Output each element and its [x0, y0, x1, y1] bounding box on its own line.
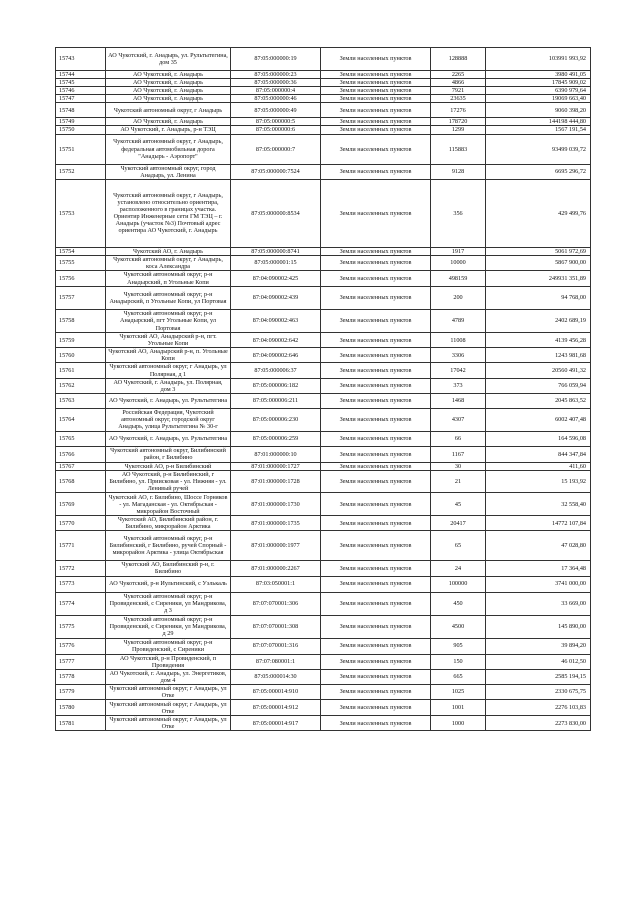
cadastral-value-cell: 47 028,80	[486, 531, 591, 561]
land-category-cell: Земли населенных пунктов	[321, 462, 431, 470]
address-cell: Чукотский автономный округ, г Анадырь, ул Отке	[106, 716, 231, 731]
land-category-cell: Земли населенных пунктов	[321, 95, 431, 103]
row-number-cell: 15773	[56, 576, 106, 592]
row-number-cell: 15774	[56, 592, 106, 615]
area-cell: 905	[431, 638, 486, 654]
area-cell: 498159	[431, 271, 486, 287]
address-cell: Чукотский автономный округ, р-н Билибинский, г Билибино, ручей Спорный - микрорайон Арктика - улица Октябрьская	[106, 531, 231, 561]
land-category-cell: Земли населенных пунктов	[321, 431, 431, 446]
area-cell: 9128	[431, 164, 486, 179]
area-cell: 45	[431, 493, 486, 516]
cadastral-value-cell: 411,60	[486, 462, 591, 470]
address-cell: Чукотский автономный округ, г Анадырь	[106, 103, 231, 118]
cadastral-number-cell: 87:05:000001:15	[231, 255, 321, 270]
row-number-cell: 15753	[56, 179, 106, 247]
area-cell: 17276	[431, 103, 486, 118]
row-number-cell: 15761	[56, 363, 106, 378]
land-category-cell: Земли населенных пунктов	[321, 87, 431, 95]
area-cell: 11008	[431, 333, 486, 348]
land-category-cell: Земли населенных пунктов	[321, 493, 431, 516]
row-number-cell: 15755	[56, 255, 106, 270]
land-category-cell: Земли населенных пунктов	[321, 103, 431, 118]
table-row	[56, 255, 591, 270]
table-row	[56, 179, 591, 247]
row-number-cell: 15765	[56, 431, 106, 446]
row-number-cell: 15772	[56, 561, 106, 576]
area-cell: 1167	[431, 446, 486, 462]
area-cell: 1001	[431, 700, 486, 716]
cadastral-value-cell: 20560 491,32	[486, 363, 591, 378]
address-cell: Чукотский автономный округ, г Анадырь, федеральная автомобильная дорога "Анадырь - Аэропорт"	[106, 134, 231, 164]
row-number-cell: 15781	[56, 716, 106, 731]
table-row	[56, 576, 591, 592]
table-row	[56, 446, 591, 462]
cadastral-value-cell: 6695 296,72	[486, 164, 591, 179]
area-cell: 7921	[431, 87, 486, 95]
address-cell: АО Чукотский, г. Анадырь, ул. Энергетиков, дом 4	[106, 669, 231, 684]
cadastral-number-cell: 87:05:000014:912	[231, 700, 321, 716]
table-row	[56, 79, 591, 87]
cadastral-value-cell: 17845 909,02	[486, 79, 591, 87]
land-category-cell: Земли населенных пунктов	[321, 348, 431, 363]
row-number-cell: 15779	[56, 684, 106, 699]
table-row	[56, 87, 591, 95]
land-category-cell: Земли населенных пунктов	[321, 255, 431, 270]
address-cell: Российская Федерация, Чукотский автономный округ, городской округ Анадырь, улица Рультытегина № 30-г	[106, 408, 231, 431]
row-number-cell: 15754	[56, 247, 106, 255]
area-cell: 1468	[431, 393, 486, 408]
address-cell: Чукотский АО, г. Анадырь	[106, 247, 231, 255]
address-cell: Чукотский автономный округ, р-н Провиденский, с Сиреники, ул Мандрикова, д 3	[106, 592, 231, 615]
cadastral-number-cell: 87:07:070001:306	[231, 592, 321, 615]
cadastral-number-cell: 87:05:000000:7	[231, 134, 321, 164]
cadastral-number-cell: 87:07:070001:308	[231, 615, 321, 638]
cadastral-number-cell: 87:05:000006:37	[231, 363, 321, 378]
cadastral-number-cell: 87:05:000000:7524	[231, 164, 321, 179]
row-number-cell: 15777	[56, 654, 106, 669]
row-number-cell: 15771	[56, 531, 106, 561]
address-cell: АО Чукотский, г. Анадырь	[106, 118, 231, 126]
table-body	[56, 48, 591, 731]
area-cell: 356	[431, 179, 486, 247]
cadastral-value-cell: 39 894,20	[486, 638, 591, 654]
row-number-cell: 15769	[56, 493, 106, 516]
address-cell: Чукотский автономный округ, р-н Провиденский, с Сиреники, ул Мандрикова, д 29	[106, 615, 231, 638]
area-cell: 1000	[431, 716, 486, 731]
table-row	[56, 348, 591, 363]
row-number-cell: 15756	[56, 271, 106, 287]
address-cell: АО Чукотский, г. Анадырь	[106, 95, 231, 103]
table-row	[56, 638, 591, 654]
table-row	[56, 393, 591, 408]
address-cell: Чукотский автономный округ, город Анадырь, ул. Ленина	[106, 164, 231, 179]
address-cell: АО Чукотский, г. Анадырь, р-н ТЭЦ	[106, 126, 231, 134]
land-category-cell: Земли населенных пунктов	[321, 333, 431, 348]
land-category-cell: Земли населенных пунктов	[321, 654, 431, 669]
row-number-cell: 15744	[56, 71, 106, 79]
table-row	[56, 592, 591, 615]
table-row	[56, 363, 591, 378]
cadastral-value-cell: 2276 103,83	[486, 700, 591, 716]
land-category-cell: Земли населенных пунктов	[321, 164, 431, 179]
cadastral-number-cell: 87:05:000006:211	[231, 393, 321, 408]
land-category-cell: Земли населенных пунктов	[321, 516, 431, 531]
cadastral-value-cell: 6002 407,48	[486, 408, 591, 431]
row-number-cell: 15759	[56, 333, 106, 348]
table-row	[56, 103, 591, 118]
area-cell: 21	[431, 470, 486, 492]
cadastral-number-cell: 87:03:050001:1	[231, 576, 321, 592]
row-number-cell: 15751	[56, 134, 106, 164]
address-cell: Чукотский АО, Анадырский р-н, пгт. Угольные Копи	[106, 333, 231, 348]
area-cell: 128888	[431, 48, 486, 71]
cadastral-number-cell: 87:05:000000:23	[231, 71, 321, 79]
address-cell: АО Чукотский, р-н Билибинский, г Билибино, ул. Приисковая - ул. Нижняя - ул. Ленивый ручей	[106, 470, 231, 492]
area-cell: 150	[431, 654, 486, 669]
row-number-cell: 15746	[56, 87, 106, 95]
address-cell: АО Чукотский, р-н Иультинский, с Уэлькаль	[106, 576, 231, 592]
cadastral-value-cell: 249931 351,89	[486, 271, 591, 287]
row-number-cell: 15745	[56, 79, 106, 87]
cadastral-number-cell: 87:01:000000:10	[231, 446, 321, 462]
row-number-cell: 15752	[56, 164, 106, 179]
cadastral-value-cell: 429 499,76	[486, 179, 591, 247]
table-row	[56, 271, 591, 287]
table-row	[56, 615, 591, 638]
row-number-cell: 15766	[56, 446, 106, 462]
land-category-cell: Земли населенных пунктов	[321, 700, 431, 716]
row-number-cell: 15770	[56, 516, 106, 531]
address-cell: Чукотский АО, г. Билибино, Шоссе Горняков - ул. Магаданская - ул. Октябрьская - микрорайон Восточный	[106, 493, 231, 516]
table-row	[56, 310, 591, 333]
cadastral-value-cell: 2585 194,15	[486, 669, 591, 684]
land-category-cell: Земли населенных пунктов	[321, 118, 431, 126]
table-row	[56, 48, 591, 71]
cadastral-number-cell: 87:01:000000:1735	[231, 516, 321, 531]
table-row	[56, 164, 591, 179]
address-cell: Чукотский автономный округ, г Анадырь, ул Полярная, д 1	[106, 363, 231, 378]
area-cell: 115883	[431, 134, 486, 164]
address-cell: АО Чукотский, г. Анадырь	[106, 71, 231, 79]
land-category-cell: Земли населенных пунктов	[321, 363, 431, 378]
area-cell: 1025	[431, 684, 486, 699]
address-cell: Чукотский АО, Анадырский р-н, п. Угольные Копи	[106, 348, 231, 363]
cadastral-value-cell: 17 364,48	[486, 561, 591, 576]
cadastral-number-cell: 87:05:000000:36	[231, 79, 321, 87]
area-cell: 65	[431, 531, 486, 561]
row-number-cell: 15776	[56, 638, 106, 654]
cadastral-number-cell: 87:05:000014:30	[231, 669, 321, 684]
land-category-cell: Земли населенных пунктов	[321, 310, 431, 333]
cadastral-value-cell: 94 768,00	[486, 287, 591, 310]
land-category-cell: Земли населенных пунктов	[321, 134, 431, 164]
address-cell: Чукотский АО, Билибинский район, г. Билибино, микрорайон Арктика	[106, 516, 231, 531]
row-number-cell: 15775	[56, 615, 106, 638]
table-row	[56, 462, 591, 470]
cadastral-number-cell: 87:05:000000:46	[231, 95, 321, 103]
cadastral-value-cell: 2045 863,52	[486, 393, 591, 408]
row-number-cell: 15747	[56, 95, 106, 103]
row-number-cell: 15758	[56, 310, 106, 333]
land-category-cell: Земли населенных пунктов	[321, 247, 431, 255]
cadastral-number-cell: 87:04:090002:425	[231, 271, 321, 287]
cadastral-number-cell: 87:04:090002:439	[231, 287, 321, 310]
table-row	[56, 95, 591, 103]
cadastral-value-cell: 14772 107,84	[486, 516, 591, 531]
cadastral-number-cell: 87:05:000000:8741	[231, 247, 321, 255]
land-category-cell: Земли населенных пунктов	[321, 408, 431, 431]
cadastral-value-cell: 144198 444,80	[486, 118, 591, 126]
row-number-cell: 15764	[56, 408, 106, 431]
cadastral-value-cell: 19069 663,40	[486, 95, 591, 103]
address-cell: Чукотский автономный округ, г Анадырь, коса Александра	[106, 255, 231, 270]
area-cell: 66	[431, 431, 486, 446]
area-cell: 4307	[431, 408, 486, 431]
area-cell: 2265	[431, 71, 486, 79]
address-cell: АО Чукотский, г. Анадырь, ул. Рультытегина	[106, 431, 231, 446]
row-number-cell: 15743	[56, 48, 106, 71]
land-category-cell: Земли населенных пунктов	[321, 287, 431, 310]
cadastral-value-cell: 2330 675,75	[486, 684, 591, 699]
area-cell: 100000	[431, 576, 486, 592]
area-cell: 17042	[431, 363, 486, 378]
address-cell: АО Чукотский, г. Анадырь	[106, 87, 231, 95]
table-row	[56, 654, 591, 669]
table-row	[56, 287, 591, 310]
cadastral-value-cell: 5867 900,00	[486, 255, 591, 270]
cadastral-value-cell: 145 890,00	[486, 615, 591, 638]
land-category-cell: Земли населенных пунктов	[321, 561, 431, 576]
area-cell: 4789	[431, 310, 486, 333]
cadastral-value-cell: 844 347,84	[486, 446, 591, 462]
cadastral-value-cell: 164 596,08	[486, 431, 591, 446]
table-row	[56, 408, 591, 431]
land-category-cell: Земли населенных пунктов	[321, 684, 431, 699]
table-row	[56, 431, 591, 446]
cadastral-value-cell: 1243 981,68	[486, 348, 591, 363]
land-category-cell: Земли населенных пунктов	[321, 378, 431, 393]
cadastral-value-cell: 3980 491,05	[486, 71, 591, 79]
area-cell: 23635	[431, 95, 486, 103]
cadastral-value-cell: 103991 993,92	[486, 48, 591, 71]
row-number-cell: 15750	[56, 126, 106, 134]
cadastral-value-cell: 46 012,50	[486, 654, 591, 669]
area-cell: 373	[431, 378, 486, 393]
land-category-cell: Земли населенных пунктов	[321, 179, 431, 247]
row-number-cell: 15760	[56, 348, 106, 363]
cadastral-value-cell: 9060 398,20	[486, 103, 591, 118]
cadastral-value-cell: 6390 979,64	[486, 87, 591, 95]
cadastral-number-cell: 87:01:000000:1977	[231, 531, 321, 561]
land-category-cell: Земли населенных пунктов	[321, 576, 431, 592]
land-category-cell: Земли населенных пунктов	[321, 393, 431, 408]
cadastral-value-cell: 1567 191,54	[486, 126, 591, 134]
area-cell: 20417	[431, 516, 486, 531]
cadastral-number-cell: 87:05:000006:230	[231, 408, 321, 431]
land-category-cell: Земли населенных пунктов	[321, 79, 431, 87]
cadastral-number-cell: 87:05:000000:19	[231, 48, 321, 71]
table-row	[56, 516, 591, 531]
row-number-cell: 15780	[56, 700, 106, 716]
address-cell: АО Чукотский, г. Анадырь, ул. Рультытегина, дом 35	[106, 48, 231, 71]
cadastral-number-cell: 87:04:090002:642	[231, 333, 321, 348]
cadastral-number-cell: 87:05:000000:6	[231, 126, 321, 134]
area-cell: 30	[431, 462, 486, 470]
area-cell: 3306	[431, 348, 486, 363]
land-category-cell: Земли населенных пунктов	[321, 638, 431, 654]
table-row	[56, 561, 591, 576]
table-row	[56, 134, 591, 164]
cadastral-number-cell: 87:05:000000:5	[231, 118, 321, 126]
address-cell: Чукотский АО, Билибинский р-н, г. Билибино	[106, 561, 231, 576]
area-cell: 10000	[431, 255, 486, 270]
land-category-cell: Земли населенных пунктов	[321, 470, 431, 492]
land-category-cell: Земли населенных пунктов	[321, 669, 431, 684]
cadastral-number-cell: 87:04:090002:463	[231, 310, 321, 333]
table-row	[56, 247, 591, 255]
table-row	[56, 378, 591, 393]
cadastral-value-cell: 33 669,00	[486, 592, 591, 615]
cadastral-number-cell: 87:05:000000:8534	[231, 179, 321, 247]
cadastral-number-cell: 87:05:000000:49	[231, 103, 321, 118]
cadastral-number-cell: 87:05:000014:917	[231, 716, 321, 731]
cadastral-number-cell: 87:04:090002:646	[231, 348, 321, 363]
cadastral-number-cell: 87:01:000000:1730	[231, 493, 321, 516]
address-cell: Чукотский автономный округ, р-н Провиденский, с Сиреники	[106, 638, 231, 654]
table-row	[56, 71, 591, 79]
address-cell: Чукотский АО, р-н Билибинский	[106, 462, 231, 470]
row-number-cell: 15749	[56, 118, 106, 126]
land-category-cell: Земли населенных пунктов	[321, 48, 431, 71]
row-number-cell: 15757	[56, 287, 106, 310]
table-row	[56, 126, 591, 134]
cadastral-number-cell: 87:05:000014:910	[231, 684, 321, 699]
land-category-cell: Земли населенных пунктов	[321, 716, 431, 731]
area-cell: 4500	[431, 615, 486, 638]
cadastral-number-cell: 87:01:000000:1728	[231, 470, 321, 492]
table-row	[56, 684, 591, 699]
row-number-cell: 15767	[56, 462, 106, 470]
address-cell: АО Чукотский, г. Анадырь, ул. Полярная, дом 3	[106, 378, 231, 393]
table-row	[56, 493, 591, 516]
address-cell: АО Чукотский, г. Анадырь, ул. Рультытегина	[106, 393, 231, 408]
address-cell: Чукотский автономный округ, г Анадырь, ул Отке	[106, 700, 231, 716]
cadastral-value-cell: 93499 039,72	[486, 134, 591, 164]
address-cell: Чукотский автономный округ, г Анадырь, установлено относительно ориентира, расположенного в границах участка. Ориентир Инженерные сети ГМ ТЭЦ – г. Анадырь (участок №3) Почтовый адрес ориентира АО Чукотский, г. Анадырь	[106, 179, 231, 247]
cadastral-number-cell: 87:05:000006:182	[231, 378, 321, 393]
address-cell: АО Чукотский, г. Анадырь	[106, 79, 231, 87]
row-number-cell: 15762	[56, 378, 106, 393]
area-cell: 1917	[431, 247, 486, 255]
cadastral-number-cell: 87:05:000006:259	[231, 431, 321, 446]
address-cell: Чукотский автономный округ, р-н Анадырский, п Угольные Копи, ул Портовая	[106, 287, 231, 310]
area-cell: 4866	[431, 79, 486, 87]
land-category-cell: Земли населенных пунктов	[321, 531, 431, 561]
cadastral-number-cell: 87:05:000000:4	[231, 87, 321, 95]
cadastral-value-cell: 4139 456,28	[486, 333, 591, 348]
cadastral-value-cell: 15 193,92	[486, 470, 591, 492]
cadastral-number-cell: 87:07:070001:316	[231, 638, 321, 654]
table-row	[56, 716, 591, 731]
cadastral-value-cell: 766 059,94	[486, 378, 591, 393]
table-row	[56, 669, 591, 684]
land-category-cell: Земли населенных пунктов	[321, 615, 431, 638]
cadastral-number-cell: 87:01:000000:2267	[231, 561, 321, 576]
cadastral-value-cell: 2402 689,19	[486, 310, 591, 333]
area-cell: 178720	[431, 118, 486, 126]
cadastral-number-cell: 87:07:080001:1	[231, 654, 321, 669]
table-row	[56, 118, 591, 126]
area-cell: 24	[431, 561, 486, 576]
area-cell: 1299	[431, 126, 486, 134]
cadastral-table	[55, 47, 591, 731]
cadastral-value-cell: 3741 000,00	[486, 576, 591, 592]
row-number-cell: 15778	[56, 669, 106, 684]
area-cell: 450	[431, 592, 486, 615]
cadastral-value-cell: 5061 972,69	[486, 247, 591, 255]
address-cell: Чукотский автономный округ, г Анадырь, ул Отке	[106, 684, 231, 699]
table-row	[56, 470, 591, 492]
cadastral-value-cell: 2273 830,00	[486, 716, 591, 731]
address-cell: АО Чукотский, р-н Провиденский, п Провидения	[106, 654, 231, 669]
row-number-cell: 15763	[56, 393, 106, 408]
land-category-cell: Земли населенных пунктов	[321, 446, 431, 462]
address-cell: Чукотский автономный округ, Билибинский район, г Билибино	[106, 446, 231, 462]
land-category-cell: Земли населенных пунктов	[321, 71, 431, 79]
cadastral-number-cell: 87:01:000000:1727	[231, 462, 321, 470]
area-cell: 200	[431, 287, 486, 310]
row-number-cell: 15768	[56, 470, 106, 492]
table-row	[56, 531, 591, 561]
table-row	[56, 700, 591, 716]
address-cell: Чукотский автономный округ, р-н Анадырский, пгт Угольные Копи, ул Портовая	[106, 310, 231, 333]
cadastral-value-cell: 32 558,40	[486, 493, 591, 516]
row-number-cell: 15748	[56, 103, 106, 118]
land-category-cell: Земли населенных пунктов	[321, 592, 431, 615]
table-row	[56, 333, 591, 348]
land-category-cell: Земли населенных пунктов	[321, 126, 431, 134]
land-category-cell: Земли населенных пунктов	[321, 271, 431, 287]
address-cell: Чукотский автономный округ, р-н Анадырский, п Угольные Копи	[106, 271, 231, 287]
area-cell: 665	[431, 669, 486, 684]
